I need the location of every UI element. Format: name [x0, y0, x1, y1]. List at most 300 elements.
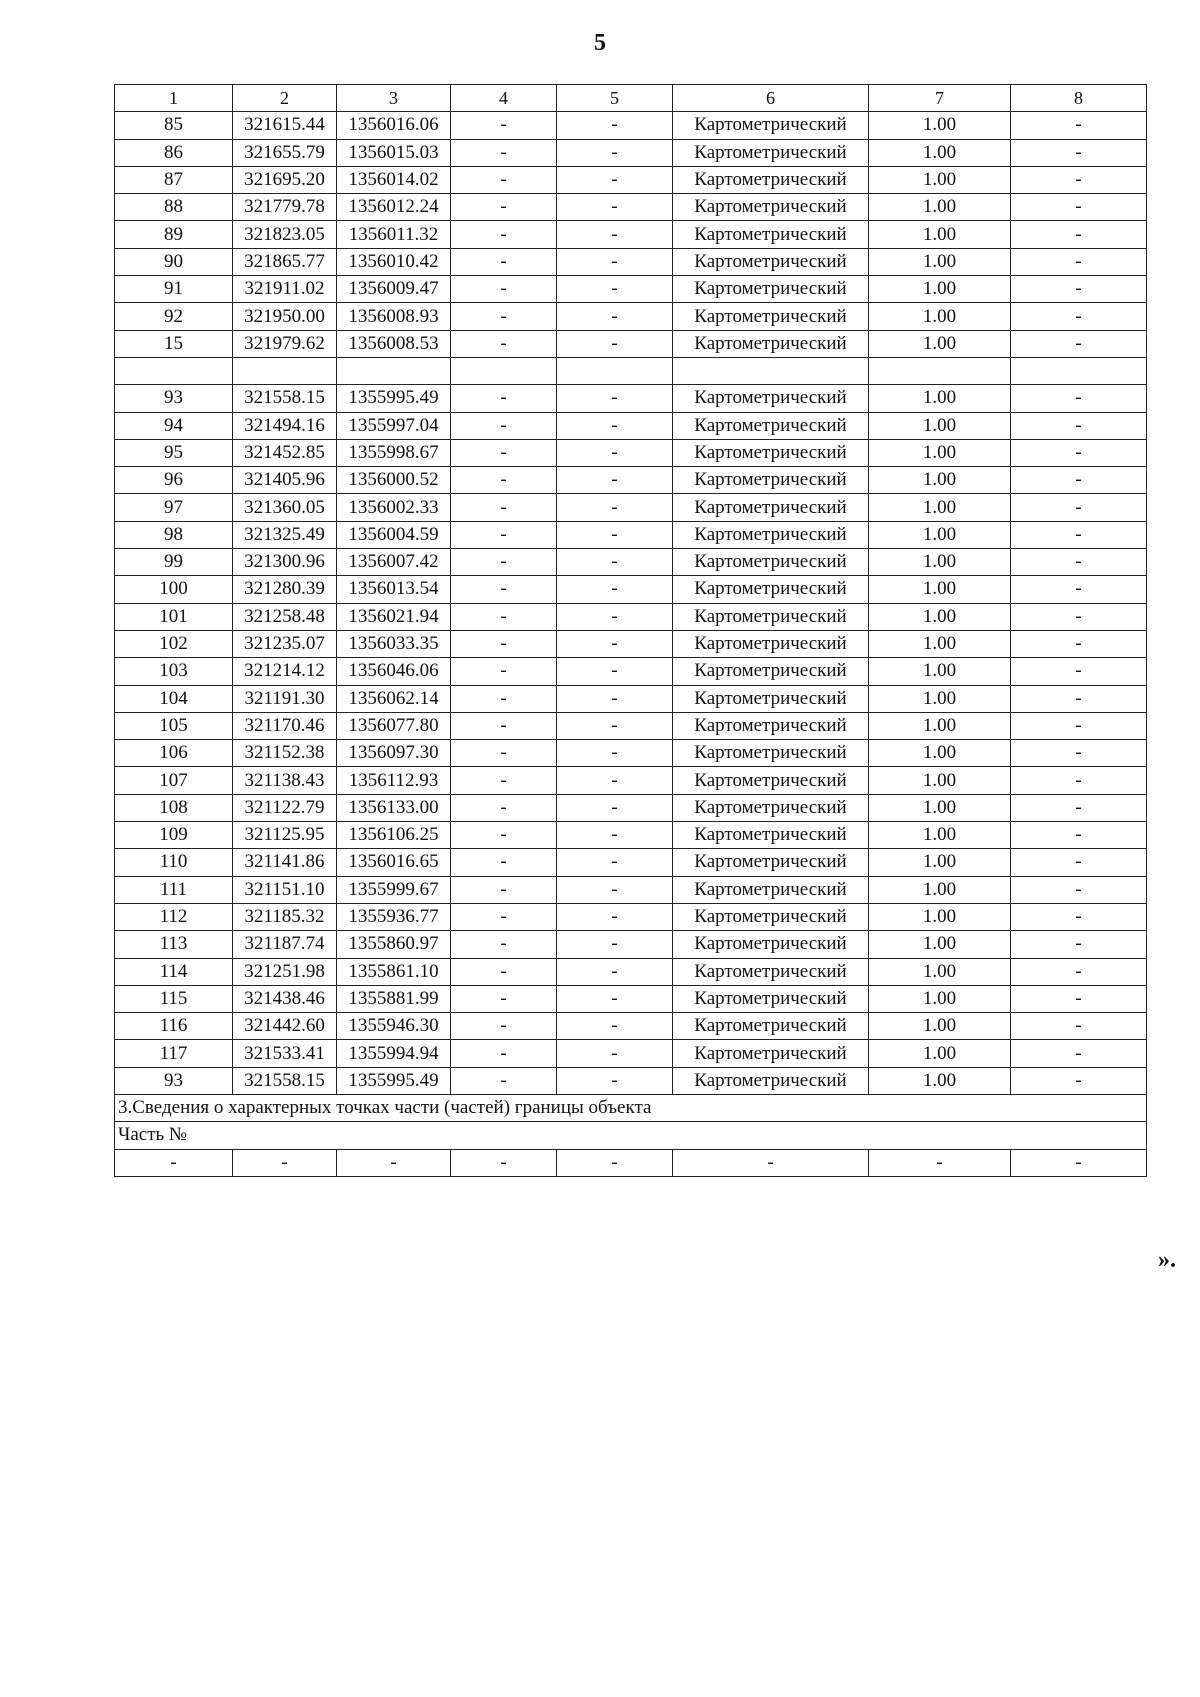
col-4-cell: -: [451, 876, 557, 903]
col-5-cell: -: [557, 685, 673, 712]
accuracy-cell: 1.00: [869, 194, 1011, 221]
col-5-cell: -: [557, 439, 673, 466]
table-row: [115, 467, 1147, 494]
point-number-cell: 97: [115, 494, 233, 521]
table-row: [115, 985, 1147, 1012]
table-row: [115, 1013, 1147, 1040]
col-5-cell: -: [557, 985, 673, 1012]
accuracy-cell: 1.00: [869, 931, 1011, 958]
col-8-cell: -: [1011, 794, 1147, 821]
accuracy-cell: 1.00: [869, 330, 1011, 357]
method-cell: Картометрический: [673, 139, 869, 166]
col-4-cell: -: [451, 412, 557, 439]
boundary-points-table: [114, 84, 1147, 1177]
y-coordinate-cell: 1356012.24: [337, 194, 451, 221]
col-5-cell: -: [557, 576, 673, 603]
col-8-cell: -: [1011, 630, 1147, 657]
method-cell: Картометрический: [673, 685, 869, 712]
point-number-cell: 85: [115, 112, 233, 139]
col-5-cell: -: [557, 112, 673, 139]
x-coordinate-cell: 321170.46: [233, 712, 337, 739]
col-5-cell: -: [557, 876, 673, 903]
method-cell: Картометрический: [673, 630, 869, 657]
table-row: [115, 549, 1147, 576]
y-coordinate-cell: 1356016.06: [337, 112, 451, 139]
point-number-cell: 92: [115, 303, 233, 330]
method-cell: Картометрический: [673, 1013, 869, 1040]
col-8-cell: -: [1011, 439, 1147, 466]
method-cell: Картометрический: [673, 385, 869, 412]
col-5-cell: -: [557, 467, 673, 494]
table-row: [115, 330, 1147, 357]
col-8-cell: -: [1011, 412, 1147, 439]
page-number: 5: [594, 30, 606, 56]
accuracy-cell: 1.00: [869, 139, 1011, 166]
x-coordinate-cell: [233, 357, 337, 384]
closing-mark: ».: [1158, 1247, 1176, 1273]
method-cell: Картометрический: [673, 931, 869, 958]
method-cell: Картометрический: [673, 494, 869, 521]
point-number-cell: 113: [115, 931, 233, 958]
point-number-cell: 102: [115, 630, 233, 657]
col-4-cell: -: [451, 1067, 557, 1094]
accuracy-cell: 1.00: [869, 276, 1011, 303]
part-label: Часть №: [115, 1122, 1147, 1149]
col-4-cell: -: [451, 685, 557, 712]
point-number-cell: 91: [115, 276, 233, 303]
point-number-cell: 100: [115, 576, 233, 603]
col-5-cell: -: [557, 303, 673, 330]
y-coordinate-cell: 1356021.94: [337, 603, 451, 630]
accuracy-cell: 1.00: [869, 521, 1011, 548]
y-coordinate-cell: 1355861.10: [337, 958, 451, 985]
part-values-row: [115, 1149, 1147, 1176]
col-5-cell: -: [557, 248, 673, 275]
x-coordinate-cell: 321695.20: [233, 166, 337, 193]
part-value-cell: -: [451, 1149, 557, 1176]
accuracy-cell: 1.00: [869, 985, 1011, 1012]
col-4-cell: -: [451, 958, 557, 985]
col-8-cell: -: [1011, 248, 1147, 275]
col-5-cell: -: [557, 1013, 673, 1040]
x-coordinate-cell: 321779.78: [233, 194, 337, 221]
col-5-cell: -: [557, 412, 673, 439]
point-number-cell: 93: [115, 1067, 233, 1094]
y-coordinate-cell: 1356112.93: [337, 767, 451, 794]
table-row: [115, 903, 1147, 930]
part-value-cell: -: [869, 1149, 1011, 1176]
accuracy-cell: 1.00: [869, 658, 1011, 685]
x-coordinate-cell: 321558.15: [233, 385, 337, 412]
x-coordinate-cell: 321251.98: [233, 958, 337, 985]
y-coordinate-cell: 1356009.47: [337, 276, 451, 303]
x-coordinate-cell: 321280.39: [233, 576, 337, 603]
x-coordinate-cell: 321258.48: [233, 603, 337, 630]
x-coordinate-cell: 321533.41: [233, 1040, 337, 1067]
y-coordinate-cell: 1356133.00: [337, 794, 451, 821]
col-4-cell: -: [451, 849, 557, 876]
col-5-cell: -: [557, 1067, 673, 1094]
point-number-cell: 107: [115, 767, 233, 794]
x-coordinate-cell: 321950.00: [233, 303, 337, 330]
col-8-cell: -: [1011, 740, 1147, 767]
col-8-cell: -: [1011, 112, 1147, 139]
method-cell: Картометрический: [673, 1040, 869, 1067]
col-4-cell: -: [451, 1040, 557, 1067]
table-row: [115, 439, 1147, 466]
accuracy-cell: 1.00: [869, 603, 1011, 630]
column-header-3: 3: [337, 85, 451, 112]
col-5-cell: -: [557, 794, 673, 821]
section-title-row: [115, 1094, 1147, 1121]
table-row: [115, 194, 1147, 221]
col-8-cell: [1011, 357, 1147, 384]
table-row: [115, 794, 1147, 821]
method-cell: Картометрический: [673, 276, 869, 303]
col-8-cell: -: [1011, 549, 1147, 576]
y-coordinate-cell: 1356046.06: [337, 658, 451, 685]
col-5-cell: -: [557, 549, 673, 576]
y-coordinate-cell: 1356016.65: [337, 849, 451, 876]
point-number-cell: 93: [115, 385, 233, 412]
x-coordinate-cell: 321187.74: [233, 931, 337, 958]
method-cell: Картометрический: [673, 194, 869, 221]
col-8-cell: -: [1011, 603, 1147, 630]
col-5-cell: -: [557, 958, 673, 985]
col-5-cell: -: [557, 740, 673, 767]
col-5-cell: -: [557, 494, 673, 521]
accuracy-cell: 1.00: [869, 494, 1011, 521]
table-row: [115, 276, 1147, 303]
y-coordinate-cell: 1355997.04: [337, 412, 451, 439]
col-5-cell: -: [557, 903, 673, 930]
accuracy-cell: 1.00: [869, 849, 1011, 876]
point-number-cell: 101: [115, 603, 233, 630]
point-number-cell: 98: [115, 521, 233, 548]
y-coordinate-cell: 1356007.42: [337, 549, 451, 576]
point-number-cell: 110: [115, 849, 233, 876]
point-number-cell: 95: [115, 439, 233, 466]
table-row: [115, 248, 1147, 275]
x-coordinate-cell: 321214.12: [233, 658, 337, 685]
accuracy-cell: 1.00: [869, 248, 1011, 275]
part-value-cell: -: [115, 1149, 233, 1176]
column-header-5: 5: [557, 85, 673, 112]
accuracy-cell: 1.00: [869, 576, 1011, 603]
col-5-cell: -: [557, 194, 673, 221]
x-coordinate-cell: 321979.62: [233, 330, 337, 357]
y-coordinate-cell: 1355995.49: [337, 1067, 451, 1094]
method-cell: Картометрический: [673, 958, 869, 985]
col-4-cell: -: [451, 576, 557, 603]
col-4-cell: -: [451, 166, 557, 193]
method-cell: Картометрический: [673, 658, 869, 685]
method-cell: Картометрический: [673, 603, 869, 630]
col-4-cell: -: [451, 467, 557, 494]
col-4-cell: -: [451, 521, 557, 548]
col-8-cell: -: [1011, 658, 1147, 685]
col-4-cell: -: [451, 822, 557, 849]
column-header-8: 8: [1011, 85, 1147, 112]
table-row: [115, 1067, 1147, 1094]
table-row: [115, 139, 1147, 166]
col-8-cell: -: [1011, 1040, 1147, 1067]
col-5-cell: -: [557, 849, 673, 876]
method-cell: Картометрический: [673, 767, 869, 794]
part-value-cell: -: [1011, 1149, 1147, 1176]
table-row: [115, 412, 1147, 439]
y-coordinate-cell: 1356106.25: [337, 822, 451, 849]
y-coordinate-cell: 1355995.49: [337, 385, 451, 412]
table-row: [115, 822, 1147, 849]
accuracy-cell: 1.00: [869, 630, 1011, 657]
point-number-cell: 88: [115, 194, 233, 221]
y-coordinate-cell: 1355999.67: [337, 876, 451, 903]
table-header-row: [115, 85, 1147, 112]
table-row: [115, 958, 1147, 985]
table-row: [115, 303, 1147, 330]
col-4-cell: -: [451, 603, 557, 630]
method-cell: Картометрический: [673, 467, 869, 494]
x-coordinate-cell: 321125.95: [233, 822, 337, 849]
table-row: [115, 931, 1147, 958]
table-row: [115, 494, 1147, 521]
col-4-cell: -: [451, 248, 557, 275]
x-coordinate-cell: 321151.10: [233, 876, 337, 903]
table-row: [115, 849, 1147, 876]
col-4-cell: -: [451, 712, 557, 739]
method-cell: Картометрический: [673, 822, 869, 849]
y-coordinate-cell: 1356062.14: [337, 685, 451, 712]
accuracy-cell: 1.00: [869, 685, 1011, 712]
x-coordinate-cell: 321823.05: [233, 221, 337, 248]
method-cell: Картометрический: [673, 740, 869, 767]
col-8-cell: -: [1011, 1013, 1147, 1040]
method-cell: Картометрический: [673, 712, 869, 739]
x-coordinate-cell: 321655.79: [233, 139, 337, 166]
accuracy-cell: 1.00: [869, 712, 1011, 739]
x-coordinate-cell: 321865.77: [233, 248, 337, 275]
col-5-cell: -: [557, 658, 673, 685]
y-coordinate-cell: 1356015.03: [337, 139, 451, 166]
table-row: [115, 357, 1147, 384]
method-cell: Картометрический: [673, 112, 869, 139]
col-5-cell: -: [557, 1040, 673, 1067]
table-row: [115, 385, 1147, 412]
col-8-cell: -: [1011, 494, 1147, 521]
point-number-cell: 115: [115, 985, 233, 1012]
accuracy-cell: [869, 357, 1011, 384]
method-cell: Картометрический: [673, 576, 869, 603]
y-coordinate-cell: 1356008.93: [337, 303, 451, 330]
y-coordinate-cell: 1356013.54: [337, 576, 451, 603]
col-4-cell: -: [451, 794, 557, 821]
section-title: 3.Сведения о характерных точках части (частей) границы объекта: [115, 1094, 1147, 1121]
accuracy-cell: 1.00: [869, 822, 1011, 849]
table-row: [115, 712, 1147, 739]
col-8-cell: -: [1011, 767, 1147, 794]
method-cell: Картометрический: [673, 166, 869, 193]
x-coordinate-cell: 321452.85: [233, 439, 337, 466]
col-5-cell: -: [557, 276, 673, 303]
table-row: [115, 166, 1147, 193]
col-4-cell: -: [451, 330, 557, 357]
col-4-cell: -: [451, 1013, 557, 1040]
col-8-cell: -: [1011, 166, 1147, 193]
col-8-cell: -: [1011, 194, 1147, 221]
col-5-cell: -: [557, 822, 673, 849]
accuracy-cell: 1.00: [869, 1067, 1011, 1094]
col-4-cell: -: [451, 439, 557, 466]
col-5-cell: -: [557, 767, 673, 794]
col-8-cell: -: [1011, 330, 1147, 357]
table-row: [115, 521, 1147, 548]
accuracy-cell: 1.00: [869, 439, 1011, 466]
table-row: [115, 603, 1147, 630]
col-5-cell: [557, 357, 673, 384]
accuracy-cell: 1.00: [869, 794, 1011, 821]
column-header-2: 2: [233, 85, 337, 112]
point-number-cell: 99: [115, 549, 233, 576]
point-number-cell: 15: [115, 330, 233, 357]
column-header-1: 1: [115, 85, 233, 112]
table-row: [115, 1040, 1147, 1067]
point-number-cell: 108: [115, 794, 233, 821]
col-5-cell: -: [557, 221, 673, 248]
col-5-cell: -: [557, 630, 673, 657]
accuracy-cell: 1.00: [869, 958, 1011, 985]
col-4-cell: -: [451, 276, 557, 303]
x-coordinate-cell: 321405.96: [233, 467, 337, 494]
col-4-cell: -: [451, 221, 557, 248]
x-coordinate-cell: 321442.60: [233, 1013, 337, 1040]
y-coordinate-cell: 1356000.52: [337, 467, 451, 494]
x-coordinate-cell: 321325.49: [233, 521, 337, 548]
point-number-cell: 86: [115, 139, 233, 166]
y-coordinate-cell: 1356011.32: [337, 221, 451, 248]
y-coordinate-cell: 1355881.99: [337, 985, 451, 1012]
y-coordinate-cell: 1356002.33: [337, 494, 451, 521]
table-row: [115, 685, 1147, 712]
column-header-6: 6: [673, 85, 869, 112]
accuracy-cell: 1.00: [869, 1013, 1011, 1040]
y-coordinate-cell: 1356033.35: [337, 630, 451, 657]
point-number-cell: [115, 357, 233, 384]
col-4-cell: -: [451, 494, 557, 521]
point-number-cell: 89: [115, 221, 233, 248]
accuracy-cell: 1.00: [869, 767, 1011, 794]
y-coordinate-cell: 1356004.59: [337, 521, 451, 548]
x-coordinate-cell: 321138.43: [233, 767, 337, 794]
col-4-cell: -: [451, 112, 557, 139]
x-coordinate-cell: 321360.05: [233, 494, 337, 521]
x-coordinate-cell: 321615.44: [233, 112, 337, 139]
col-5-cell: -: [557, 603, 673, 630]
part-value-cell: -: [233, 1149, 337, 1176]
col-8-cell: -: [1011, 822, 1147, 849]
table-row: [115, 630, 1147, 657]
accuracy-cell: 1.00: [869, 1040, 1011, 1067]
point-number-cell: 104: [115, 685, 233, 712]
x-coordinate-cell: 321235.07: [233, 630, 337, 657]
col-8-cell: -: [1011, 958, 1147, 985]
y-coordinate-cell: 1355946.30: [337, 1013, 451, 1040]
col-8-cell: -: [1011, 903, 1147, 930]
point-number-cell: 94: [115, 412, 233, 439]
accuracy-cell: 1.00: [869, 385, 1011, 412]
y-coordinate-cell: 1355936.77: [337, 903, 451, 930]
col-4-cell: [451, 357, 557, 384]
accuracy-cell: 1.00: [869, 303, 1011, 330]
col-8-cell: -: [1011, 712, 1147, 739]
part-value-cell: -: [337, 1149, 451, 1176]
y-coordinate-cell: 1355994.94: [337, 1040, 451, 1067]
y-coordinate-cell: 1355860.97: [337, 931, 451, 958]
accuracy-cell: 1.00: [869, 412, 1011, 439]
y-coordinate-cell: 1355998.67: [337, 439, 451, 466]
col-8-cell: -: [1011, 685, 1147, 712]
x-coordinate-cell: 321911.02: [233, 276, 337, 303]
part-value-cell: -: [557, 1149, 673, 1176]
table-row: [115, 740, 1147, 767]
y-coordinate-cell: [337, 357, 451, 384]
point-number-cell: 90: [115, 248, 233, 275]
col-4-cell: -: [451, 303, 557, 330]
col-8-cell: -: [1011, 303, 1147, 330]
point-number-cell: 114: [115, 958, 233, 985]
col-4-cell: -: [451, 767, 557, 794]
col-8-cell: -: [1011, 467, 1147, 494]
col-8-cell: -: [1011, 849, 1147, 876]
x-coordinate-cell: 321300.96: [233, 549, 337, 576]
x-coordinate-cell: 321438.46: [233, 985, 337, 1012]
method-cell: Картометрический: [673, 439, 869, 466]
point-number-cell: 117: [115, 1040, 233, 1067]
point-number-cell: 103: [115, 658, 233, 685]
point-number-cell: 106: [115, 740, 233, 767]
y-coordinate-cell: 1356010.42: [337, 248, 451, 275]
column-header-7: 7: [869, 85, 1011, 112]
accuracy-cell: 1.00: [869, 112, 1011, 139]
col-8-cell: -: [1011, 931, 1147, 958]
point-number-cell: 116: [115, 1013, 233, 1040]
table-row: [115, 112, 1147, 139]
method-cell: Картометрический: [673, 412, 869, 439]
method-cell: Картометрический: [673, 849, 869, 876]
table-row: [115, 221, 1147, 248]
accuracy-cell: 1.00: [869, 221, 1011, 248]
method-cell: Картометрический: [673, 549, 869, 576]
col-4-cell: -: [451, 139, 557, 166]
col-5-cell: -: [557, 385, 673, 412]
method-cell: Картометрический: [673, 248, 869, 275]
x-coordinate-cell: 321494.16: [233, 412, 337, 439]
accuracy-cell: 1.00: [869, 467, 1011, 494]
col-8-cell: -: [1011, 521, 1147, 548]
point-number-cell: 112: [115, 903, 233, 930]
x-coordinate-cell: 321191.30: [233, 685, 337, 712]
accuracy-cell: 1.00: [869, 903, 1011, 930]
method-cell: Картометрический: [673, 876, 869, 903]
method-cell: Картометрический: [673, 985, 869, 1012]
method-cell: [673, 357, 869, 384]
col-8-cell: -: [1011, 876, 1147, 903]
col-4-cell: -: [451, 740, 557, 767]
method-cell: Картометрический: [673, 903, 869, 930]
col-8-cell: -: [1011, 221, 1147, 248]
col-4-cell: -: [451, 903, 557, 930]
x-coordinate-cell: 321141.86: [233, 849, 337, 876]
